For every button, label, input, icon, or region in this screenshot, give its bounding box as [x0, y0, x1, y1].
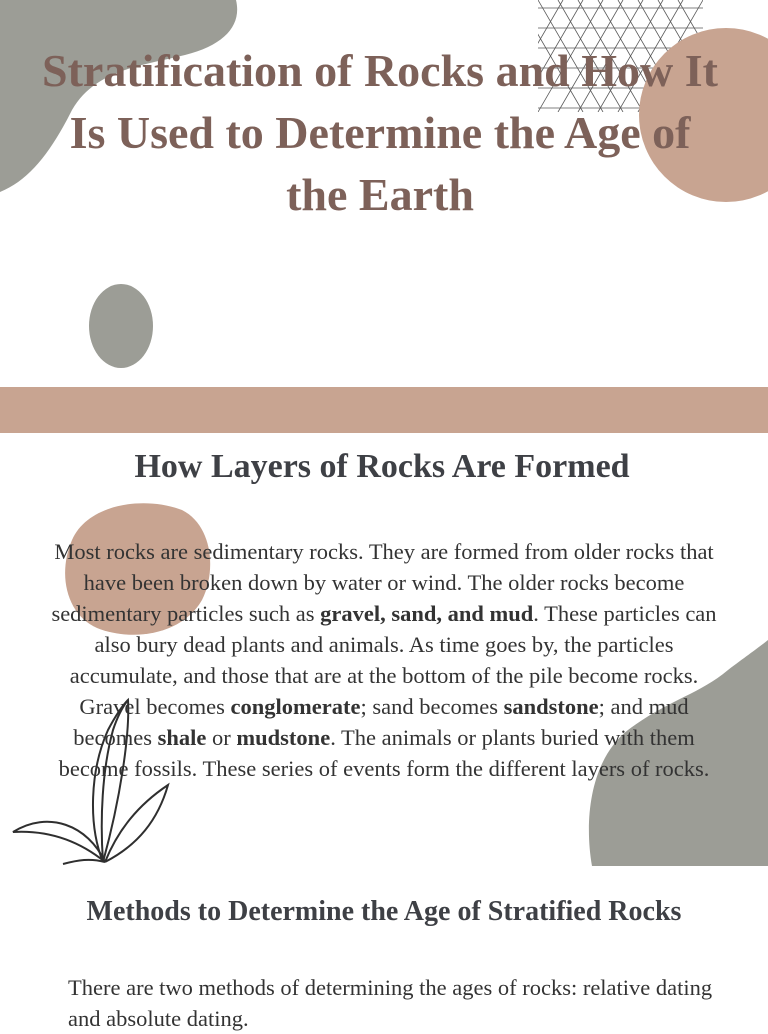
section-paragraph-methods: There are two methods of determining the ages of rocks: relative dating and absolute dating.: [68, 975, 713, 1031]
divider-band: [0, 387, 768, 433]
section-paragraph-layers: Most rocks are sedimentary rocks. They are formed from older rocks that have been broken down by water or wind. The older rocks become sedimentary particles such as gravel, sand, and mud. These particles can also bury dead plants and animals. As time goes by, the particles accumulate, and those that are at the bottom of the pile become rocks. Gravel becomes conglomerate; sand becomes sandstone; and mud becomes shale or mudstone. The animals or plants buried with them become fossils. These series of events form the different layers of rocks.: [51, 539, 717, 781]
small-gray-oval: [88, 283, 154, 369]
section-heading-layers: How Layers of Rocks Are Formed: [134, 448, 630, 485]
leaf-plant-icon: [8, 690, 178, 870]
section-heading-methods: Methods to Determine the Age of Stratified Rocks: [86, 896, 682, 927]
page-title: Stratification of Rocks and How It Is Used to Determine the Age of the Earth: [42, 45, 718, 220]
